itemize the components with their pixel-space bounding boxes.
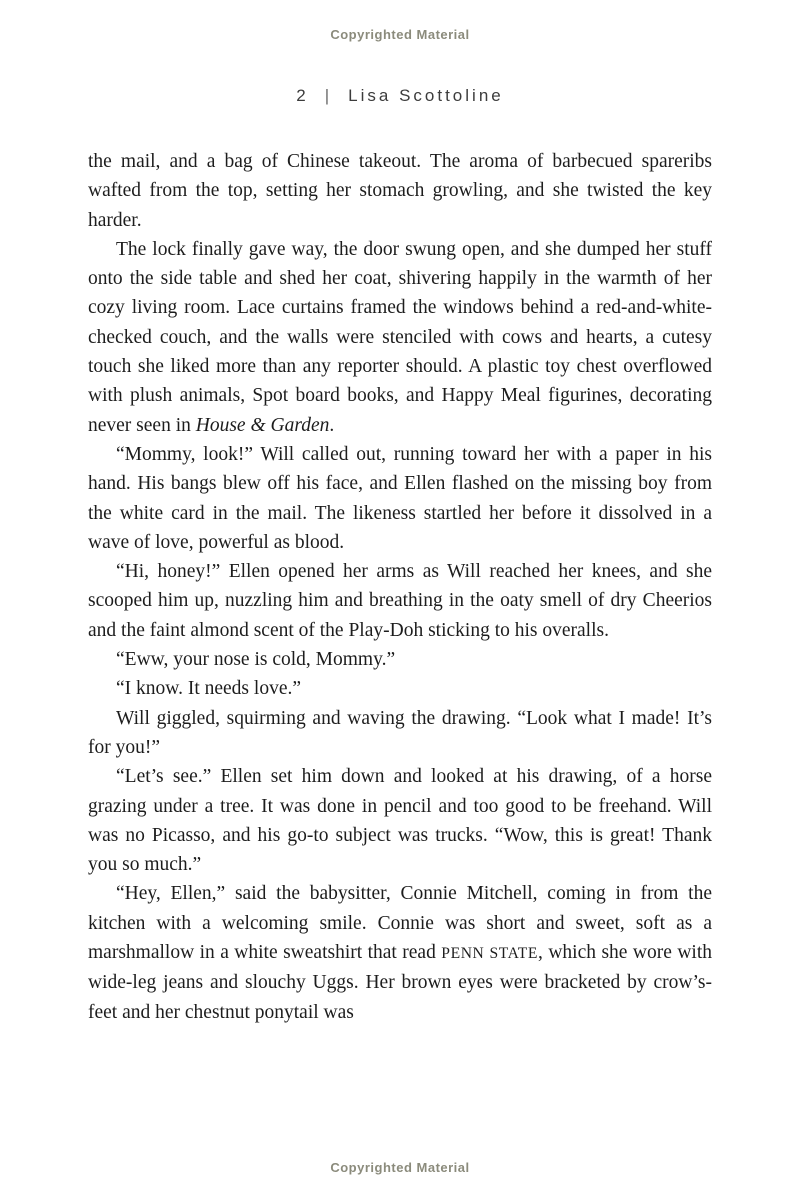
paragraph-6: “I know. It needs love.” — [116, 678, 302, 700]
running-head — [0, 86, 800, 106]
paragraph-2-text-after: . — [329, 414, 335, 436]
penn-state-smallcaps: PENN STATE — [441, 945, 539, 963]
copyright-notice-bottom: Copyrighted Material — [330, 1160, 470, 1175]
paragraph-5: “Eww, your nose is cold, Mommy.” — [116, 649, 396, 671]
page-number: 2 — [296, 86, 309, 105]
paragraph-9-text-after: , which she wore with wide-leg jeans and slouchy Uggs. Her brown eyes were bracketed by crow’s-feet and her chestnut ponytail was — [88, 942, 712, 1023]
paragraph-7: Will giggled, squirming and waving the drawing. “Look what I made! It’s for you!” — [88, 707, 712, 758]
paragraph-8: “Let’s see.” Ellen set him down and looked at his drawing, of a horse grazing under a tree. It was done in pencil and too good to be freehand. Will was no Picasso, and his go-to subject was trucks. “Wow, this is great! Thank you so much.” — [88, 766, 712, 876]
paragraph-1: the mail, and a bag of Chinese takeout. The aroma of barbecued spareribs wafted from the top, setting her stomach growling, and she twisted the key harder. — [88, 151, 712, 231]
paragraph-3: “Mommy, look!” Will called out, running toward her with a paper in his hand. His bangs blew off his face, and Ellen flashed on the missing boy from the white card in the mail. The likeness startled her before it dissolved in a wave of love, powerful as blood. — [88, 443, 712, 553]
paragraph-2-text-before: The lock finally gave way, the door swung open, and she dumped her stuff onto the side table and shed her coat, shivering happily in the warmth of her cozy living room. Lace curtains framed the windows behind a red-and-white-checked couch, and the walls were stenciled with cows and hearts, a cutesy touch she liked more than any reporter should. A plastic toy chest overflowed with plush animals, Spot board books, and Happy Meal figurines, decorating never seen in — [88, 238, 712, 436]
copyright-notice-top: Copyrighted Material — [330, 27, 470, 42]
paragraph-9-text-before: “Hey, Ellen,” said the babysitter, Connie Mitchell, coming in from the kitchen with a welcoming smile. Connie was short and sweet, soft as a marshmallow in a white sweatshirt that read — [88, 883, 712, 964]
page-body-text — [88, 147, 712, 1027]
paragraph-9 — [88, 879, 712, 1026]
paragraph-4: “Hi, honey!” Ellen opened her arms as Will reached her knees, and she scooped him up, nuzzling him and breathing in the oaty smell of dry Cheerios and the faint almond scent of the Play-Doh sticking to his overalls. — [88, 561, 712, 641]
paragraph-2 — [88, 235, 712, 440]
book-title-italic: House & Garden — [195, 414, 330, 436]
author-name: Lisa Scottoline — [348, 86, 504, 105]
running-head-divider: | — [324, 86, 333, 105]
